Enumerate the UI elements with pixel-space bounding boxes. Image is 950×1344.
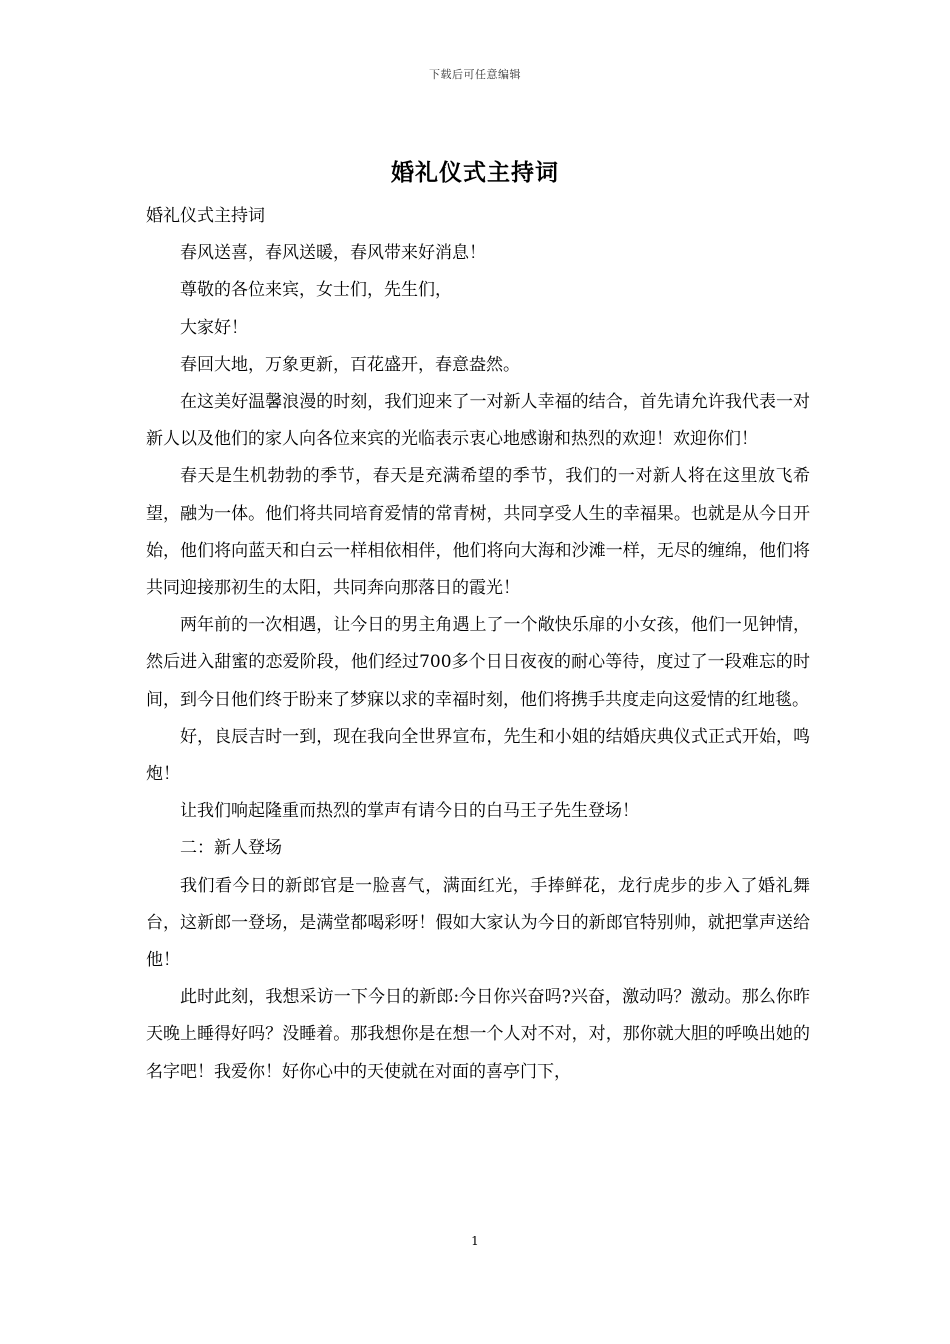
body-paragraph: 尊敬的各位来宾，女士们，先生们，: [180, 280, 452, 301]
document-title: 婚礼仪式主持词: [391, 159, 559, 186]
page-header: 下载后可任意编辑: [429, 68, 521, 81]
body-paragraph: 春风送喜，春风送暖，春风带来好消息！: [180, 243, 486, 264]
body-paragraph: 让我们响起隆重而热烈的掌声有请今日的白马王子先生登场！: [180, 801, 639, 822]
body-paragraph: 在这美好温馨浪漫的时刻，我们迎来了一对新人幸福的结合，首先请允许我代表一对新人以及他们的家人向各位来宾的光临表示衷心地感谢和热烈的欢迎！欢迎你们！: [146, 392, 810, 450]
section-heading: 二：新人登场: [180, 838, 282, 859]
body-paragraph: 好，良辰吉时一到，现在我向全世界宣布，先生和小姐的结婚庆典仪式正式开始，鸣炮！: [146, 726, 810, 785]
body-paragraph: 两年前的一次相遇，让今日的男主角遇上了一个敞快乐扉的小女孩，他们一见钟情，然后进入甜蜜的恋爱阶段，他们经过700多个日日夜夜的耐心等待，度过了一段难忘的时间，到今日他们终于盼来了梦寐以求的幸福时刻，他们将携手共度走向这爱情的红地毯。: [146, 615, 810, 710]
page-number: 1: [471, 1234, 479, 1248]
body-paragraph: 此时此刻，我想采访一下今日的新郎:今日你兴奋吗?兴奋，激动吗？激动。那么你昨天晚上睡得好吗？没睡着。那我想你是在想一个人对不对，对，那你就大胆的呼唤出她的名字吧！我爱你！好你心中的天使就在对面的喜亭门下，: [146, 987, 810, 1082]
body-paragraph: 春回大地，万象更新，百花盛开，春意盎然。: [180, 354, 520, 375]
body-paragraph: 我们看今日的新郎官是一脸喜气，满面红光，手捧鲜花，龙行虎步的步入了婚礼舞台，这新郎一登场，是满堂都喝彩呀！假如大家认为今日的新郎官特别帅，就把掌声送给他！: [146, 875, 810, 971]
body-paragraph: 春天是生机勃勃的季节，春天是充满希望的季节，我们的一对新人将在这里放飞希望，融为一体。他们将共同培育爱情的常青树，共同享受人生的幸福果。也就是从今日开始，他们将向蓝天和白云一样相依相伴，他们将向大海和沙滩一样，无尽的缠绵，他们将共同迎接那初生的太阳，共同奔向那落日的霞光！: [146, 466, 810, 599]
body-paragraph: 大家好！: [180, 317, 248, 338]
subtitle-paragraph: 婚礼仪式主持词: [146, 206, 265, 226]
document-body: [146, 198, 810, 1091]
